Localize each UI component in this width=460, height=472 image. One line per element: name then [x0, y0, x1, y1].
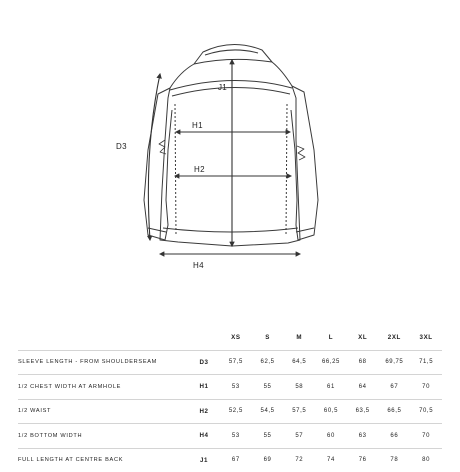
- label-h2: H2: [194, 165, 205, 174]
- cell-value: 55: [263, 383, 272, 390]
- row-label: SLEEVE LENGTH - FROM SHOULDERSEAM: [18, 359, 158, 366]
- cell-value: 70: [422, 383, 431, 390]
- measure-h2: [175, 165, 291, 176]
- cell-value: 74: [327, 457, 335, 464]
- size-header-row: [18, 326, 442, 350]
- size-header: XL: [358, 334, 368, 342]
- cell-value: 67: [390, 383, 399, 390]
- row-code: J1: [199, 456, 209, 464]
- cell-value: 62,5: [260, 359, 275, 366]
- row-code: H1: [199, 383, 209, 391]
- table-row: [18, 375, 442, 400]
- row-code: H4: [199, 432, 209, 440]
- size-chart-table: [18, 326, 442, 472]
- header-blank: [18, 326, 188, 350]
- cell-value: 67: [231, 457, 240, 464]
- cell-value: 53: [231, 432, 240, 439]
- cell-value: 61: [327, 383, 335, 390]
- cell-value: 54,5: [260, 408, 275, 415]
- cell-value: 64: [358, 383, 367, 390]
- measure-h4: [160, 254, 300, 270]
- row-code: H2: [199, 407, 209, 415]
- label-j1: J1: [218, 83, 228, 92]
- table-row: [18, 399, 442, 424]
- cell-value: 66,5: [387, 408, 402, 415]
- cell-value: 57,5: [292, 408, 307, 415]
- label-h4: H4: [193, 261, 204, 270]
- cell-value: 63,5: [355, 408, 370, 415]
- cell-value: 52,5: [228, 408, 243, 415]
- cell-value: 70,5: [419, 408, 434, 415]
- size-header: M: [296, 334, 303, 342]
- cell-value: 63: [358, 432, 367, 439]
- row-label: FULL LENGTH AT CENTRE BACK: [18, 457, 124, 464]
- jacket-outline: [144, 44, 318, 246]
- cell-value: 60,5: [323, 408, 338, 415]
- cell-value: 66: [390, 432, 399, 439]
- header-code-blank: [188, 326, 220, 350]
- cell-value: 66,25: [321, 359, 340, 366]
- cell-value: 58: [295, 383, 304, 390]
- cell-value: 60: [327, 432, 335, 439]
- size-header: S: [265, 334, 270, 342]
- cell-value: 68: [358, 359, 367, 366]
- cell-value: 57,5: [228, 359, 243, 366]
- table-row: [18, 424, 442, 449]
- cell-value: 70: [422, 432, 431, 439]
- label-h1: H1: [192, 121, 203, 130]
- cell-value: 55: [263, 432, 272, 439]
- cell-value: 64,5: [292, 359, 307, 366]
- cell-value: 69: [263, 457, 272, 464]
- size-header: 3XL: [419, 334, 433, 342]
- cell-value: 57: [295, 432, 304, 439]
- table-row: [18, 350, 442, 375]
- cell-value: 53: [231, 383, 240, 390]
- cell-value: 71,5: [419, 359, 434, 366]
- cell-value: 76: [358, 457, 367, 464]
- label-d3: D3: [116, 142, 127, 151]
- table-row: [18, 448, 442, 472]
- cell-value: 69,75: [385, 359, 404, 366]
- row-label: 1/2 CHEST WIDTH AT ARMHOLE: [18, 383, 122, 390]
- size-header: XS: [231, 334, 241, 342]
- row-code: D3: [199, 358, 209, 366]
- measure-h1: [176, 121, 290, 132]
- measure-d3: [116, 74, 160, 240]
- size-header: L: [328, 334, 334, 342]
- row-label: 1/2 BOTTOM WIDTH: [18, 432, 83, 439]
- size-header: 2XL: [387, 334, 401, 342]
- cell-value: 78: [390, 457, 399, 464]
- cell-value: 72: [295, 457, 304, 464]
- row-label: 1/2 WAIST: [18, 408, 52, 415]
- cell-value: 80: [422, 457, 431, 464]
